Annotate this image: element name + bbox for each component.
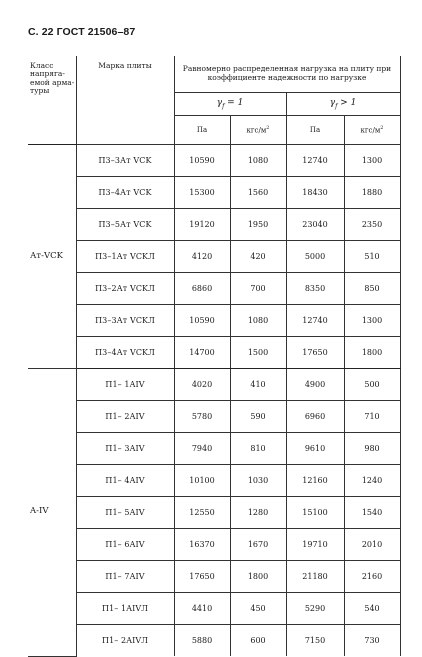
value-cell-kgs1: 590 [230, 401, 286, 433]
value-cell-pa2: 5000 [286, 241, 344, 273]
unit-kgs-header: кгс/$м^2$ [344, 116, 400, 145]
table-row [28, 145, 400, 177]
value-cell-pa2: 9610 [286, 433, 344, 465]
value-cell-pa2: 23040 [286, 209, 344, 241]
value-cell-pa1: 10590 [174, 145, 230, 177]
value-cell-pa2: 5290 [286, 593, 344, 625]
value-cell-kgs2: 500 [344, 369, 400, 401]
mark-cell-mark: П1– 1AIV [76, 369, 174, 401]
class-cell: A-IV [28, 369, 76, 657]
value-cell-pa1: 10100 [174, 465, 230, 497]
value-cell-kgs1: 420 [230, 241, 286, 273]
unit-pa-header: Па [286, 116, 344, 145]
value-cell-kgs2: 1800 [344, 337, 400, 369]
value-cell-pa2: 12160 [286, 465, 344, 497]
value-cell-kgs2: 850 [344, 273, 400, 305]
value-cell-pa2: 15100 [286, 497, 344, 529]
mark-cell-mark: П3–3Ат VCKЛ [76, 305, 174, 337]
value-cell-pa1: 12550 [174, 497, 230, 529]
table-row [28, 369, 400, 401]
column-header-load: Равномерно распределенная нагрузка на плиту при коэффициенте надежности по нагрузке [174, 56, 400, 93]
table-row [28, 305, 400, 337]
value-cell-pa1: 4120 [174, 241, 230, 273]
column-header-mark: Марка плиты [76, 56, 174, 145]
value-cell-kgs1: 600 [230, 625, 286, 657]
mark-cell-mark: П1– 7AIV [76, 561, 174, 593]
value-cell-kgs1: 450 [230, 593, 286, 625]
value-cell-kgs2: 1540 [344, 497, 400, 529]
value-cell-kgs2: 1300 [344, 145, 400, 177]
value-cell-pa1: 10590 [174, 305, 230, 337]
value-cell-pa2: 12740 [286, 145, 344, 177]
table-row [28, 465, 400, 497]
column-header-gamma-gt: $\gamma_f > 1$ [286, 93, 400, 116]
value-cell-pa1: 5780 [174, 401, 230, 433]
value-cell-kgs2: 1300 [344, 305, 400, 337]
value-cell-pa2: 4900 [286, 369, 344, 401]
table-row [28, 401, 400, 433]
value-cell-kgs2: 2160 [344, 561, 400, 593]
value-cell-pa2: 17650 [286, 337, 344, 369]
table-row [28, 625, 400, 657]
value-cell-pa2: 7150 [286, 625, 344, 657]
value-cell-kgs1: 1030 [230, 465, 286, 497]
mark-cell-mark: П1– 6AIV [76, 529, 174, 561]
mark-cell-mark: П1– 3AIV [76, 433, 174, 465]
value-cell-kgs1: 410 [230, 369, 286, 401]
table-row [28, 497, 400, 529]
mark-cell-mark: П3–5Ат VCK [76, 209, 174, 241]
mark-cell-mark: П1– 2AIVЛ [76, 625, 174, 657]
value-cell-kgs1: 700 [230, 273, 286, 305]
table-body [28, 145, 400, 657]
mark-cell-mark: П3–2Ат VCKЛ [76, 273, 174, 305]
value-cell-pa2: 19710 [286, 529, 344, 561]
value-cell-kgs2: 710 [344, 401, 400, 433]
value-cell-pa2: 6960 [286, 401, 344, 433]
value-cell-pa1: 19120 [174, 209, 230, 241]
value-cell-kgs2: 510 [344, 241, 400, 273]
value-cell-pa1: 14700 [174, 337, 230, 369]
mark-cell-mark: П3–4Ат VCK [76, 177, 174, 209]
unit-pa-header: Па [174, 116, 230, 145]
mark-cell-mark: П3–4Ат VCKЛ [76, 337, 174, 369]
table-row [28, 273, 400, 305]
value-cell-kgs2: 730 [344, 625, 400, 657]
value-cell-kgs1: 1800 [230, 561, 286, 593]
value-cell-kgs1: 810 [230, 433, 286, 465]
value-cell-pa1: 16370 [174, 529, 230, 561]
value-cell-pa1: 17650 [174, 561, 230, 593]
value-cell-kgs2: 1240 [344, 465, 400, 497]
unit-kgs-header: кгс/$м^2$ [230, 116, 286, 145]
value-cell-kgs1: 1280 [230, 497, 286, 529]
value-cell-pa1: 6860 [174, 273, 230, 305]
value-cell-kgs2: 2010 [344, 529, 400, 561]
column-header-class: Класс напряга-емой арма-туры [28, 56, 76, 145]
value-cell-pa1: 5880 [174, 625, 230, 657]
value-cell-pa1: 7940 [174, 433, 230, 465]
page-title: С. 22 ГОСТ 21506–87 [28, 26, 136, 38]
table-row [28, 593, 400, 625]
value-cell-pa1: 15300 [174, 177, 230, 209]
value-cell-kgs1: 1080 [230, 145, 286, 177]
table-row [28, 433, 400, 465]
value-cell-kgs1: 1670 [230, 529, 286, 561]
load-table [28, 56, 401, 657]
value-cell-kgs1: 1080 [230, 305, 286, 337]
value-cell-kgs2: 540 [344, 593, 400, 625]
mark-cell-mark: П3–1Ат VCKЛ [76, 241, 174, 273]
value-cell-pa2: 8350 [286, 273, 344, 305]
value-cell-pa2: 21180 [286, 561, 344, 593]
value-cell-pa1: 4020 [174, 369, 230, 401]
mark-cell-mark: П3–3Ат VCK [76, 145, 174, 177]
value-cell-kgs1: 1560 [230, 177, 286, 209]
table-row [28, 337, 400, 369]
value-cell-kgs1: 1950 [230, 209, 286, 241]
table-row [28, 209, 400, 241]
value-cell-kgs2: 1880 [344, 177, 400, 209]
table-row [28, 177, 400, 209]
mark-cell-mark: П1– 1AIVЛ [76, 593, 174, 625]
value-cell-kgs1: 1500 [230, 337, 286, 369]
class-cell: Ат-VCK [28, 145, 76, 369]
column-header-gamma-eq: $\gamma_f = 1$ [174, 93, 286, 116]
table-row [28, 241, 400, 273]
mark-cell-mark: П1– 4AIV [76, 465, 174, 497]
value-cell-kgs2: 980 [344, 433, 400, 465]
mark-cell-mark: П1– 2AIV [76, 401, 174, 433]
value-cell-pa2: 12740 [286, 305, 344, 337]
value-cell-pa1: 4410 [174, 593, 230, 625]
table-row [28, 561, 400, 593]
table-row [28, 529, 400, 561]
value-cell-kgs2: 2350 [344, 209, 400, 241]
value-cell-pa2: 18430 [286, 177, 344, 209]
mark-cell-mark: П1– 5AIV [76, 497, 174, 529]
